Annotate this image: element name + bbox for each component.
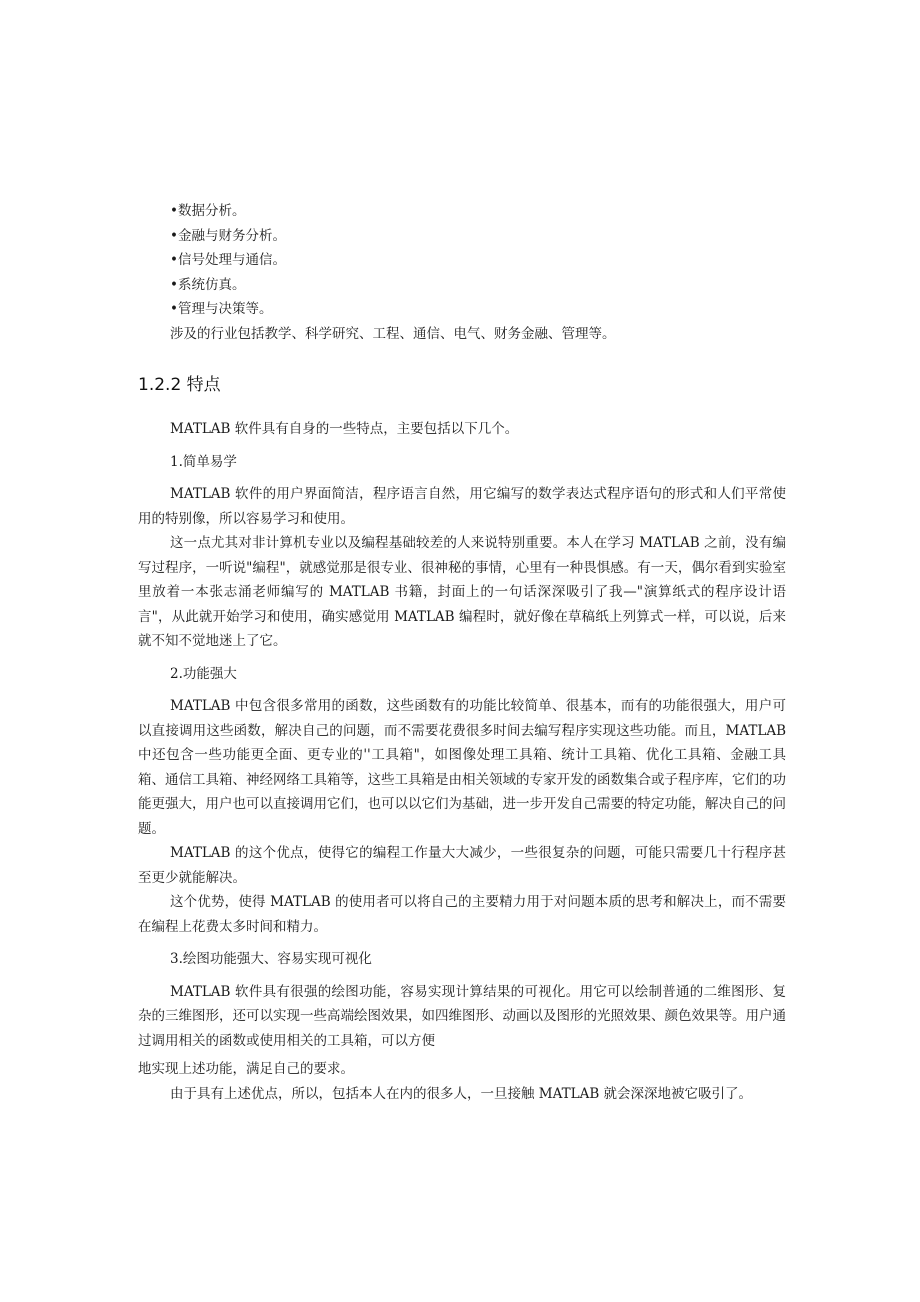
section-body bbox=[138, 417, 786, 1106]
feature-plotting-paragraph-1: MATLAB 软件具有很强的绘图功能，容易实现计算结果的可视化。用它可以绘制普通的二维图形、复杂的三维图形，还可以实现一些高端绘图效果，如四维图形、动画以及图形的光照效果、颜色效果等。用户通过调用相关的函数或使用相关的工具箱，可以方便 bbox=[138, 983, 786, 1049]
bullet-icon: • bbox=[170, 252, 178, 268]
feature-powerful-paragraph-1: MATLAB 中包含很多常用的函数，这些函数有的功能比较简单、很基本，而有的功能很强大，用户可以直接调用这些函数，解决自己的问题，而不需要花费很多时间去编写程序实现这些功能。而且，MATLAB 中还包含一些功能更全面、更专业的''工具箱"，如图像处理工具箱、统计工具箱、优化工具箱、金融工具箱、通信工具箱、神经网络工具箱等，这些工具箱是由相关领域的专家开发的函数集合或子程序库，它们的功能更强大，用户也可以直接调用它们，也可以以它们为基础，进一步开发自己需要的特定功能，解决自己的问题。 bbox=[138, 698, 786, 837]
application-bullet-list bbox=[170, 199, 770, 346]
section-title: 1.2.2 特点 bbox=[138, 375, 221, 395]
bullet-item: •金融与财务分析。 bbox=[170, 224, 770, 249]
bullet-item: •信号处理与通信。 bbox=[170, 248, 770, 273]
bullet-icon: • bbox=[170, 301, 178, 317]
bullet-item: •系统仿真。 bbox=[170, 273, 770, 298]
bullet-item: •管理与决策等。 bbox=[170, 297, 770, 322]
bullet-icon: • bbox=[170, 227, 178, 244]
industries-text: 涉及的行业包括教学、科学研究、工程、通信、电气、财务金融、管理等。 bbox=[170, 325, 616, 342]
feature-easy-paragraph-1: MATLAB 软件的用户界面简洁，程序语言自然，用它编写的数学表达式程序语句的形式和人们平常使用的特别像，所以容易学习和使用。 bbox=[138, 486, 786, 527]
feature-plotting-paragraph-1-continued: 地实现上述功能，满足自己的要求。 bbox=[138, 1061, 354, 1077]
intro-paragraph: MATLAB 软件具有自身的一些特点，主要包括以下几个。 bbox=[170, 421, 519, 437]
bullet-icon: • bbox=[170, 276, 178, 293]
feature-powerful-paragraph-3: 这个优势，使得 MATLAB 的使用者可以将自己的主要精力用于对问题本质的思考和解决上，而不需要在编程上花费太多时间和精力。 bbox=[138, 894, 786, 935]
bullet-icon: • bbox=[170, 203, 178, 219]
feature-heading-powerful: 2.功能强大 bbox=[170, 665, 237, 682]
feature-plotting-paragraph-2: 由于具有上述优点，所以，包括本人在内的很多人，一旦接触 MATLAB 就会深深地被它吸引了。 bbox=[170, 1085, 753, 1102]
bullet-item: •数据分析。 bbox=[170, 199, 770, 224]
feature-powerful-paragraph-2: MATLAB 的这个优点，使得它的编程工作量大大减少，一些很复杂的问题，可能只需要几十行程序甚至更少就能解决。 bbox=[138, 845, 786, 886]
feature-heading-plotting: 3.绘图功能强大、容易实现可视化 bbox=[170, 951, 372, 967]
feature-easy-paragraph-2: 这一点尤其对非计算机专业以及编程基础较差的人来说特别重要。本人在学习 MATLAB 之前，没有编写过程序，一听说"编程"，就感觉那是很专业、很神秘的事情，心里有一种畏惧感。有一天，偶尔看到实验室里放着一本张志涌老师编写的 MATLAB 书籍，封面上的一句话深深吸引了我—"演算纸式的程序设计语言"，从此就开始学习和使用，确实感觉用 MATLAB 编程时，就好像在草稿纸上列算式一样，可以说，后来就不知不觉地迷上了它。 bbox=[138, 535, 786, 649]
feature-heading-easy: 1.简单易学 bbox=[170, 453, 237, 470]
